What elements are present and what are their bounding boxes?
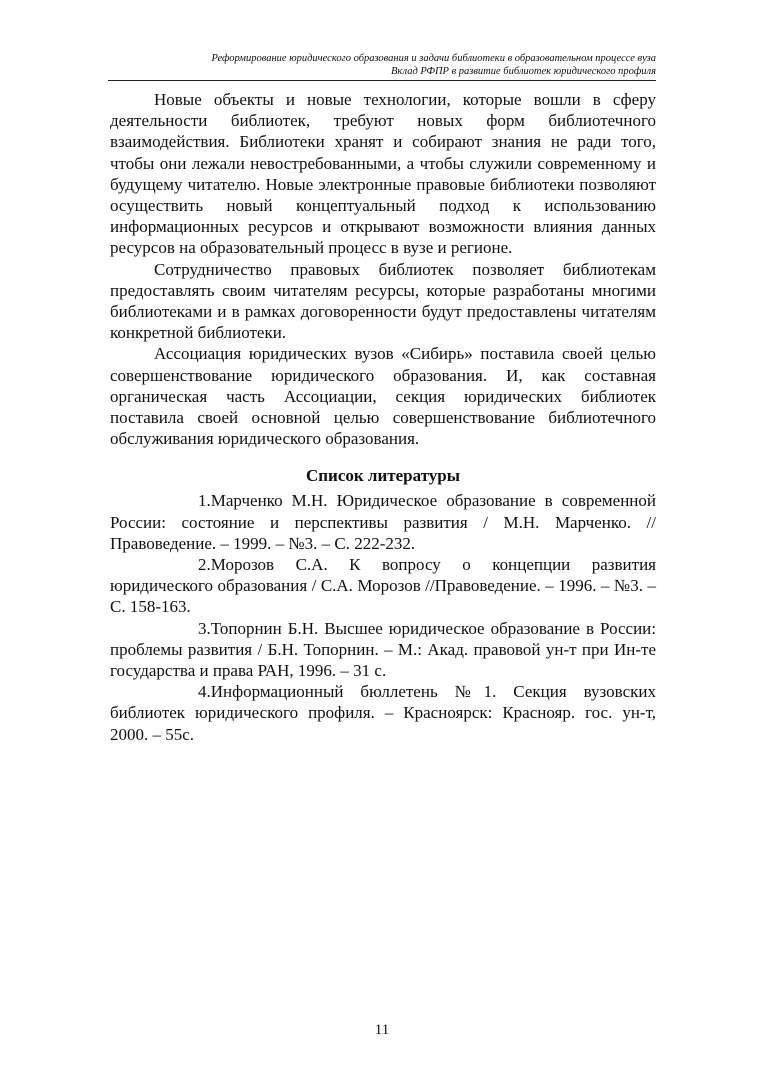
bibliography-item-text: Морозов С.А. К вопросу о концепции развития юридического образования / С.А. Морозов //Правоведение. – 1996. – №3. – С. 158-163.	[110, 555, 656, 617]
bibliography-item-number: 3.	[198, 618, 211, 638]
running-header	[108, 52, 656, 81]
bibliography-item	[110, 618, 656, 682]
bibliography-title: Список литературы	[305, 466, 461, 486]
body-paragraph-1: Новые объекты и новые технологии, которые вошли в сферу деятельности библиотек, требуют новых форм библиотечного взаимодействия. Библиотеки хранят и собирают знания не ради того, чтобы они лежали невостребованными, а чтобы служили современному и будущему читателю. Новые электронные правовые библиотеки позволяют осуществить новый концептуальный подход к использованию информационных ресурсов и открывают возможности влияния данных ресурсов на образовательный процесс в вузе и регионе.	[110, 90, 656, 258]
header-line-2: Вклад РФПР в развитие библиотек юридического профиля	[390, 66, 656, 77]
bibliography-item-number: 2.	[198, 555, 211, 575]
bibliography-item	[110, 490, 656, 554]
page-number: 11	[374, 1022, 390, 1038]
header-line-1: Реформирование юридического образования и задачи библиотеки в образовательном процессе вуза	[211, 53, 656, 64]
bibliography-item-text: Марченко М.Н. Юридическое образование в современной России: состояние и перспективы развития / М.Н. Марченко. //Правоведение. – 1999. – №3. – С. 222-232.	[110, 491, 656, 553]
page-content	[110, 89, 656, 745]
body-paragraph-2: Сотрудничество правовых библиотек позволяет библиотекам предоставлять своим читателям ресурсы, которые разработаны многими библиотеками и в рамках договоренности будут предоставлены читателям конкретной библиотеки.	[110, 259, 656, 343]
bibliography-item	[110, 554, 656, 618]
bibliography-item-text: Топорнин Б.Н. Высшее юридическое образование в России: проблемы развития / Б.Н. Топорнин. – М.: Акад. правовой ун-т при Ин-те государства и права РАН, 1996. – 31 с.	[110, 618, 656, 681]
bibliography-item-number: 4.	[198, 682, 211, 702]
bibliography-item-number: 1.	[198, 491, 211, 511]
body-paragraph-3: Ассоциация юридических вузов «Сибирь» поставила своей целью совершенствование юридического образования. И, как составная органическая часть Ассоциации, секция юридических библиотек поставила своей основной целью совершенствование библиотечного обслуживания юридического образования.	[110, 344, 656, 449]
bibliography-item	[110, 681, 656, 745]
bibliography-item-text: Информационный бюллетень №1. Секция вузовских библиотек юридического профиля. – Красноярск: Краснояр. гос. ун-т, 2000. – 55с.	[110, 682, 656, 744]
